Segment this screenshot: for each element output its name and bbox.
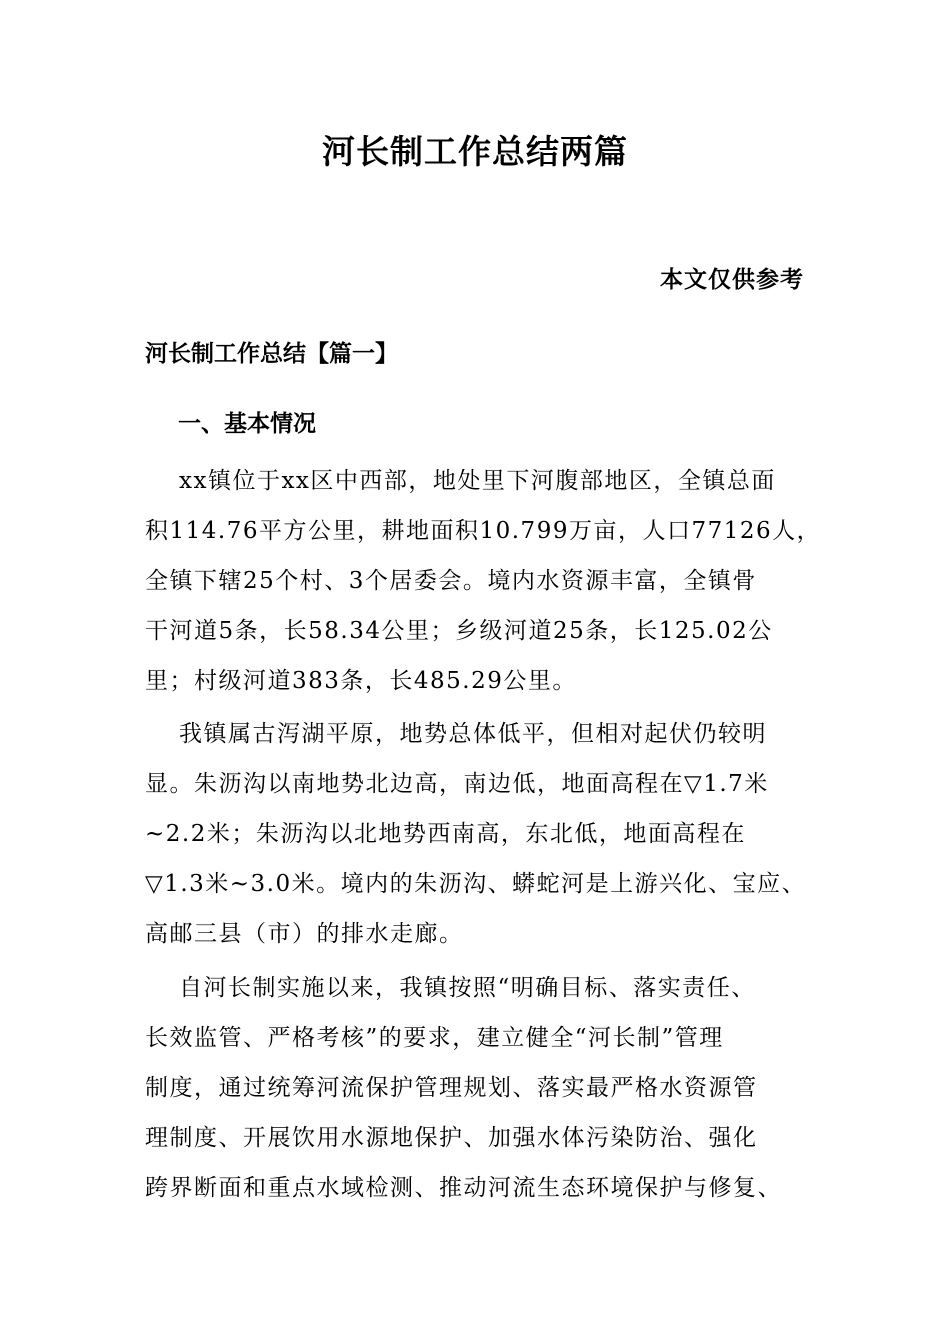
paragraph-line: 长效监管、严格考核”的要求，建立健全“河长制”管理 — [145, 1025, 724, 1051]
paragraph-line: ~2.2米；朱沥沟以北地势西南高，东北低，地面高程在 — [145, 821, 746, 847]
reference-note: 本文仅供参考 — [660, 266, 804, 293]
paragraph-line: 干河道5条，长58.34公里；乡级河道25条，长125.02公 — [145, 618, 773, 644]
paragraph-line: 高邮三县（市）的排水走廊。 — [145, 921, 464, 947]
paragraph-line: 跨界断面和重点水域检测、推动河流生态环境保护与修复、 — [145, 1175, 782, 1201]
paragraph-line: 里；村级河道383条，长485.29公里。 — [145, 668, 577, 694]
document-title: 河长制工作总结两篇 — [322, 132, 628, 171]
paragraph-2 — [145, 709, 825, 959]
paragraph-line: 显。朱沥沟以南地势北边高，南边低，地面高程在▽1.7米 — [145, 771, 769, 797]
section-heading: 河长制工作总结【篇一】 — [145, 340, 398, 367]
paragraph-1 — [145, 456, 825, 706]
paragraph-line: ▽1.3米~3.0米。境内的朱沥沟、蟒蛇河是上游兴化、宝应、 — [145, 871, 807, 897]
subheading-basic-situation: 一、基本情况 — [178, 410, 316, 437]
paragraph-line: xx镇位于xx区中西部，地处里下河腹部地区，全镇总面 — [179, 468, 776, 494]
paragraph-line: 全镇下辖25个村、3个居委会。境内水资源丰富，全镇骨 — [145, 568, 757, 594]
paragraph-line: 理制度、开展饮用水源地保护、加强水体污染防治、强化 — [145, 1125, 758, 1151]
paragraph-line: 积114.76平方公里，耕地面积10.799万亩，人口77126人， — [145, 518, 822, 544]
paragraph-3 — [145, 963, 825, 1213]
paragraph-line: 我镇属古泻湖平原，地势总体低平，但相对起伏仍较明 — [179, 721, 767, 747]
paragraph-line: 制度，通过统筹河流保护管理规划、落实最严格水资源管 — [145, 1075, 758, 1101]
paragraph-line: 自河长制实施以来，我镇按照“明确目标、落实责任、 — [179, 975, 756, 1001]
